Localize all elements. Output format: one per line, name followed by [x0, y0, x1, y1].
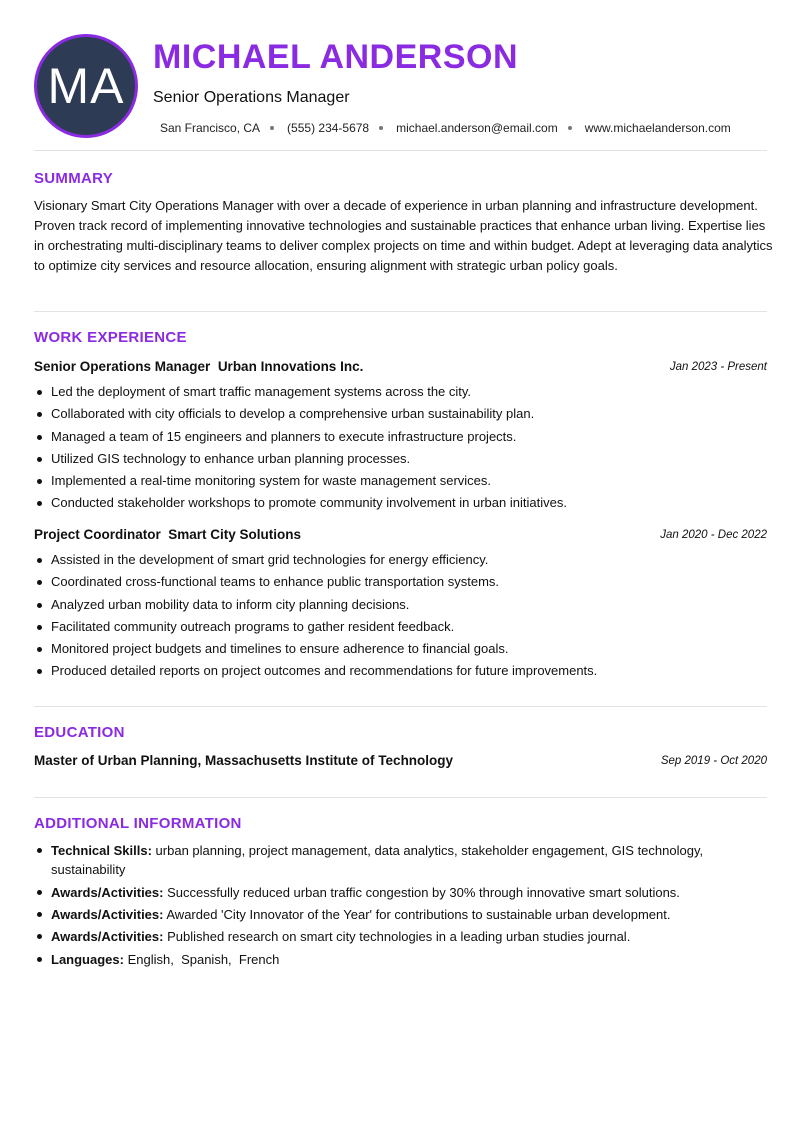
list-item: Produced detailed reports on project outcomes and recommendations for future improvements.: [34, 660, 767, 682]
item-label: Technical Skills:: [51, 843, 152, 858]
item-text: Awarded 'City Innovator of the Year' for contributions to sustainable urban development.: [166, 907, 671, 922]
item-label: Awards/Activities:: [51, 885, 164, 900]
list-item: Utilized GIS technology to enhance urban planning processes.: [34, 448, 767, 470]
education-degree: Master of Urban Planning, Massachusetts Institute of Technology: [34, 753, 454, 768]
item-label: Awards/Activities:: [51, 929, 164, 944]
job-position: Senior Operations Manager: [34, 359, 211, 374]
item-text: Published research on smart city technologies in a leading urban studies journal.: [167, 929, 631, 944]
item-label: Languages:: [51, 952, 124, 967]
list-item: Facilitated community outreach programs to gather resident feedback.: [34, 616, 767, 638]
item-label: Awards/Activities:: [51, 907, 164, 922]
job-bullet-list: [34, 381, 767, 515]
contact-bar: [160, 121, 731, 135]
divider: [34, 150, 767, 151]
job-bullet-list: [34, 549, 767, 683]
work-experience-heading: WORK EXPERIENCE: [34, 329, 187, 346]
additional-info-heading: ADDITIONAL INFORMATION: [34, 815, 242, 832]
job-dates: Jan 2020 - Dec 2022: [660, 529, 767, 541]
list-item: Collaborated with city officials to develop a comprehensive urban sustainability plan.: [34, 403, 767, 425]
job-company: Urban Innovations Inc.: [217, 359, 364, 374]
list-item: Managed a team of 15 engineers and planners to execute infrastructure projects.: [34, 426, 767, 448]
avatar: [34, 34, 138, 138]
contact-website[interactable]: www.michaelanderson.com: [584, 121, 731, 135]
list-item: [34, 905, 734, 924]
contact-location: San Francisco, CA: [160, 121, 261, 135]
separator-dot: [379, 126, 383, 130]
summary-text: Visionary Smart City Operations Manager with over a decade of experience in urban planning and infrastructure development. Proven track record of implementing innovative technologies and sustainable practices that enhance urban living. Expertise lies in orchestrating multi-disciplinary teams to deliver complex projects on time and within budget. Adept at leveraging data analytics to optimize city services and resource allocation, ensuring alignment with strategic urban policy goals.: [34, 198, 773, 273]
divider: [34, 797, 767, 798]
contact-email[interactable]: michael.anderson@email.com: [396, 121, 558, 135]
education-dates: Sep 2019 - Oct 2020: [660, 755, 767, 767]
contact-phone[interactable]: (555) 234-5678: [287, 121, 370, 135]
divider: [34, 706, 767, 707]
job-position: Project Coordinator: [34, 527, 161, 542]
list-item: Implemented a real-time monitoring system for waste management services.: [34, 470, 767, 492]
candidate-name: MICHAEL ANDERSON: [153, 38, 519, 76]
avatar-initials: MA: [47, 58, 125, 114]
separator-dot: [568, 126, 572, 130]
divider: [34, 311, 767, 312]
item-text: English, Spanish, French: [127, 952, 280, 967]
list-item: Coordinated cross-functional teams to enhance public transportation systems.: [34, 571, 767, 593]
additional-info-list: [34, 841, 734, 972]
separator-dot: [270, 126, 274, 130]
list-item: Led the deployment of smart traffic management systems across the city.: [34, 381, 767, 403]
item-text: urban planning, project management, data analytics, stakeholder engagement, GIS technology, sustainability: [51, 843, 707, 877]
list-item: Analyzed urban mobility data to inform city planning decisions.: [34, 594, 767, 616]
job-heading: [34, 359, 767, 374]
job-company: Smart City Solutions: [168, 527, 302, 542]
candidate-role: Senior Operations Manager: [153, 89, 350, 106]
job-dates: Jan 2023 - Present: [669, 361, 767, 373]
summary-heading: SUMMARY: [34, 170, 114, 187]
job-heading: [34, 527, 767, 542]
list-item: Monitored project budgets and timelines to ensure adherence to financial goals.: [34, 638, 767, 660]
list-item: [34, 841, 734, 879]
item-text: Successfully reduced urban traffic congestion by 30% through innovative smart solutions.: [167, 885, 680, 900]
list-item: Conducted stakeholder workshops to promote community involvement in urban initiatives.: [34, 492, 767, 514]
list-item: [34, 950, 734, 969]
list-item: [34, 883, 734, 902]
education-heading: EDUCATION: [34, 724, 125, 741]
list-item: Assisted in the development of smart grid technologies for energy efficiency.: [34, 549, 767, 571]
list-item: [34, 927, 734, 946]
